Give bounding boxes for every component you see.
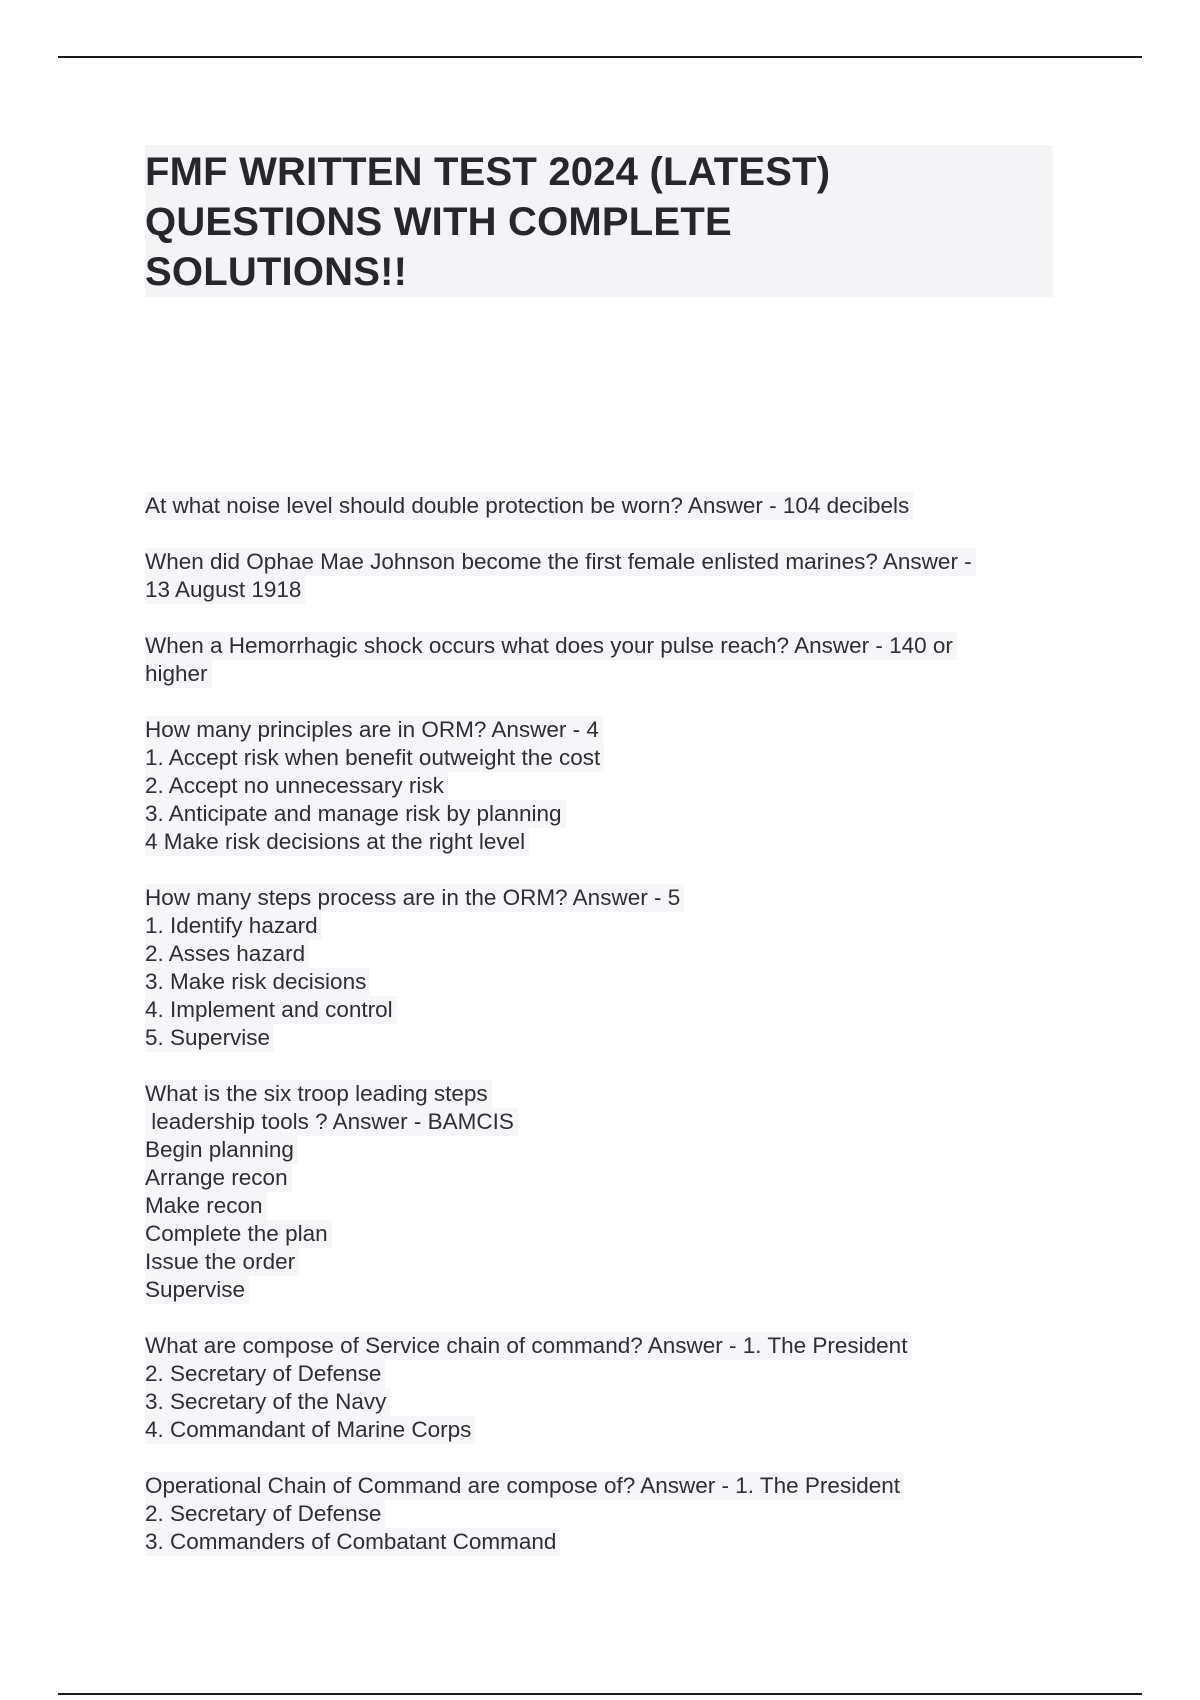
answer-line <box>145 1164 1065 1192</box>
qa-item <box>145 1332 1065 1444</box>
line-text: 3. Make risk decisions <box>145 968 370 996</box>
top-rule <box>58 56 1142 58</box>
answer-line <box>145 1220 1065 1248</box>
title-block <box>145 145 1053 297</box>
bottom-rule <box>58 1693 1142 1695</box>
answer-line <box>145 772 1065 800</box>
question-line <box>145 492 1065 520</box>
title-line: FMF WRITTEN TEST 2024 (LATEST) <box>145 150 831 194</box>
qa-list <box>145 492 1065 1584</box>
line-text: Supervise <box>145 1276 249 1304</box>
answer-line <box>145 940 1065 968</box>
line-text: 2. Asses hazard <box>145 940 309 968</box>
line-text: 3. Anticipate and manage risk by planning <box>145 800 566 828</box>
answer-line <box>145 1136 1065 1164</box>
line-text: higher <box>145 660 212 688</box>
qa-item <box>145 1472 1065 1556</box>
line-text: leadership tools ? Answer - BAMCIS <box>145 1108 518 1136</box>
document-title <box>145 145 1053 297</box>
line-text: 3. Secretary of the Navy <box>145 1388 390 1416</box>
qa-item <box>145 884 1065 1052</box>
line-text: 13 August 1918 <box>145 576 305 604</box>
answer-line <box>145 1500 1065 1528</box>
answer-line <box>145 1388 1065 1416</box>
line-text: Operational Chain of Command are compose of? Answer - 1. The President <box>145 1472 904 1500</box>
line-text: 2. Secretary of Defense <box>145 1500 385 1528</box>
answer-line <box>145 1024 1065 1052</box>
qa-item <box>145 716 1065 856</box>
answer-line <box>145 996 1065 1024</box>
answer-line <box>145 1276 1065 1304</box>
answer-line <box>145 800 1065 828</box>
line-text: 5. Supervise <box>145 1024 274 1052</box>
answer-line <box>145 912 1065 940</box>
question-line <box>145 1080 1065 1108</box>
question-line <box>145 716 1065 744</box>
qa-item <box>145 548 1065 604</box>
line-text: Complete the plan <box>145 1220 332 1248</box>
question-line <box>145 1472 1065 1500</box>
line-text: 3. Commanders of Combatant Command <box>145 1528 560 1556</box>
line-text: 1. Accept risk when benefit outweight the cost <box>145 744 604 772</box>
line-text: 1. Identify hazard <box>145 912 322 940</box>
line-text: 4. Implement and control <box>145 996 397 1024</box>
answer-line <box>145 968 1065 996</box>
answer-line <box>145 1192 1065 1220</box>
qa-item <box>145 492 1065 520</box>
title-line: QUESTIONS WITH COMPLETE <box>145 200 732 244</box>
answer-line <box>145 744 1065 772</box>
line-text: 2. Accept no unnecessary risk <box>145 772 448 800</box>
answer-line <box>145 1108 1065 1136</box>
line-text: When a Hemorrhagic shock occurs what does your pulse reach? Answer - 140 or <box>145 632 957 660</box>
answer-line <box>145 1248 1065 1276</box>
question-line <box>145 632 1065 660</box>
line-text: At what noise level should double protection be worn? Answer - 104 decibels <box>145 492 913 520</box>
answer-line <box>145 828 1065 856</box>
line-text: How many steps process are in the ORM? Answer - 5 <box>145 884 684 912</box>
line-text: 4. Commandant of Marine Corps <box>145 1416 475 1444</box>
line-text: Make recon <box>145 1192 267 1220</box>
answer-line <box>145 1528 1065 1556</box>
question-line <box>145 1332 1065 1360</box>
line-text: What are compose of Service chain of command? Answer - 1. The President <box>145 1332 911 1360</box>
line-text: How many principles are in ORM? Answer - 4 <box>145 716 603 744</box>
answer-line <box>145 576 1065 604</box>
qa-item <box>145 632 1065 688</box>
answer-line <box>145 1360 1065 1388</box>
answer-line <box>145 1416 1065 1444</box>
line-text: Issue the order <box>145 1248 299 1276</box>
line-text: What is the six troop leading steps <box>145 1080 492 1108</box>
line-text: 2. Secretary of Defense <box>145 1360 385 1388</box>
question-line <box>145 548 1065 576</box>
qa-item <box>145 1080 1065 1304</box>
line-text: Arrange recon <box>145 1164 292 1192</box>
title-line: SOLUTIONS!! <box>145 250 408 294</box>
line-text: 4 Make risk decisions at the right level <box>145 828 529 856</box>
line-text: Begin planning <box>145 1136 298 1164</box>
line-text: When did Ophae Mae Johnson become the first female enlisted marines? Answer - <box>145 548 976 576</box>
question-line <box>145 884 1065 912</box>
answer-line <box>145 660 1065 688</box>
